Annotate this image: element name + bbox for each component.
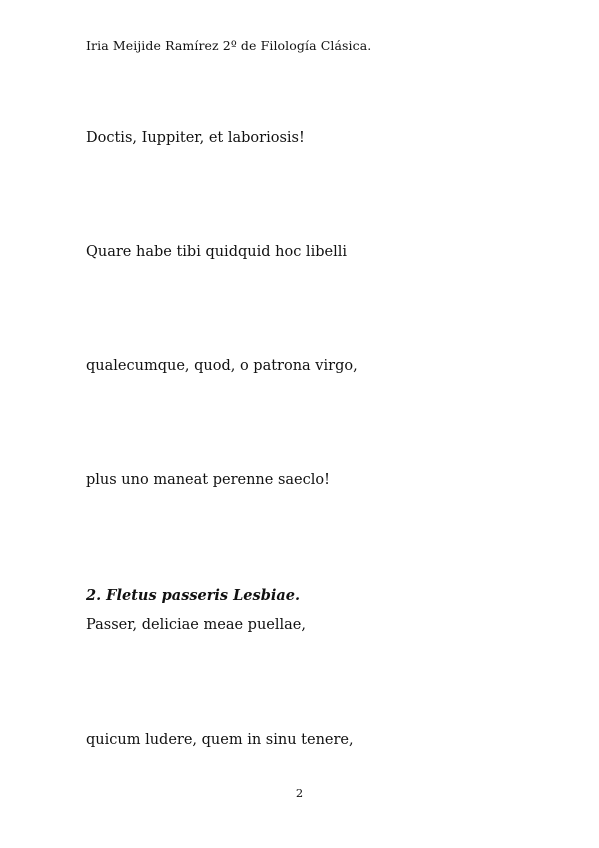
verse-line: Passer, deliciae meae puellae, — [86, 617, 306, 633]
verse-line: quicum ludere, quem in sinu tenere, — [86, 732, 354, 748]
page-header: Iria Meijide Ramírez 2º de Filología Clásica. — [86, 38, 372, 53]
verse-line: Quare habe tibi quidquid hoc libelli — [86, 244, 347, 260]
verse-line: qualecumque, quod, o patrona virgo, — [86, 358, 358, 374]
verse-line: plus uno maneat perenne saeclo! — [86, 472, 330, 488]
verse-line: Doctis, Iuppiter, et laboriosis! — [86, 130, 305, 146]
section-heading: 2. Fletus passeris Lesbiae. — [86, 587, 301, 604]
page-number: 2 — [295, 786, 304, 800]
